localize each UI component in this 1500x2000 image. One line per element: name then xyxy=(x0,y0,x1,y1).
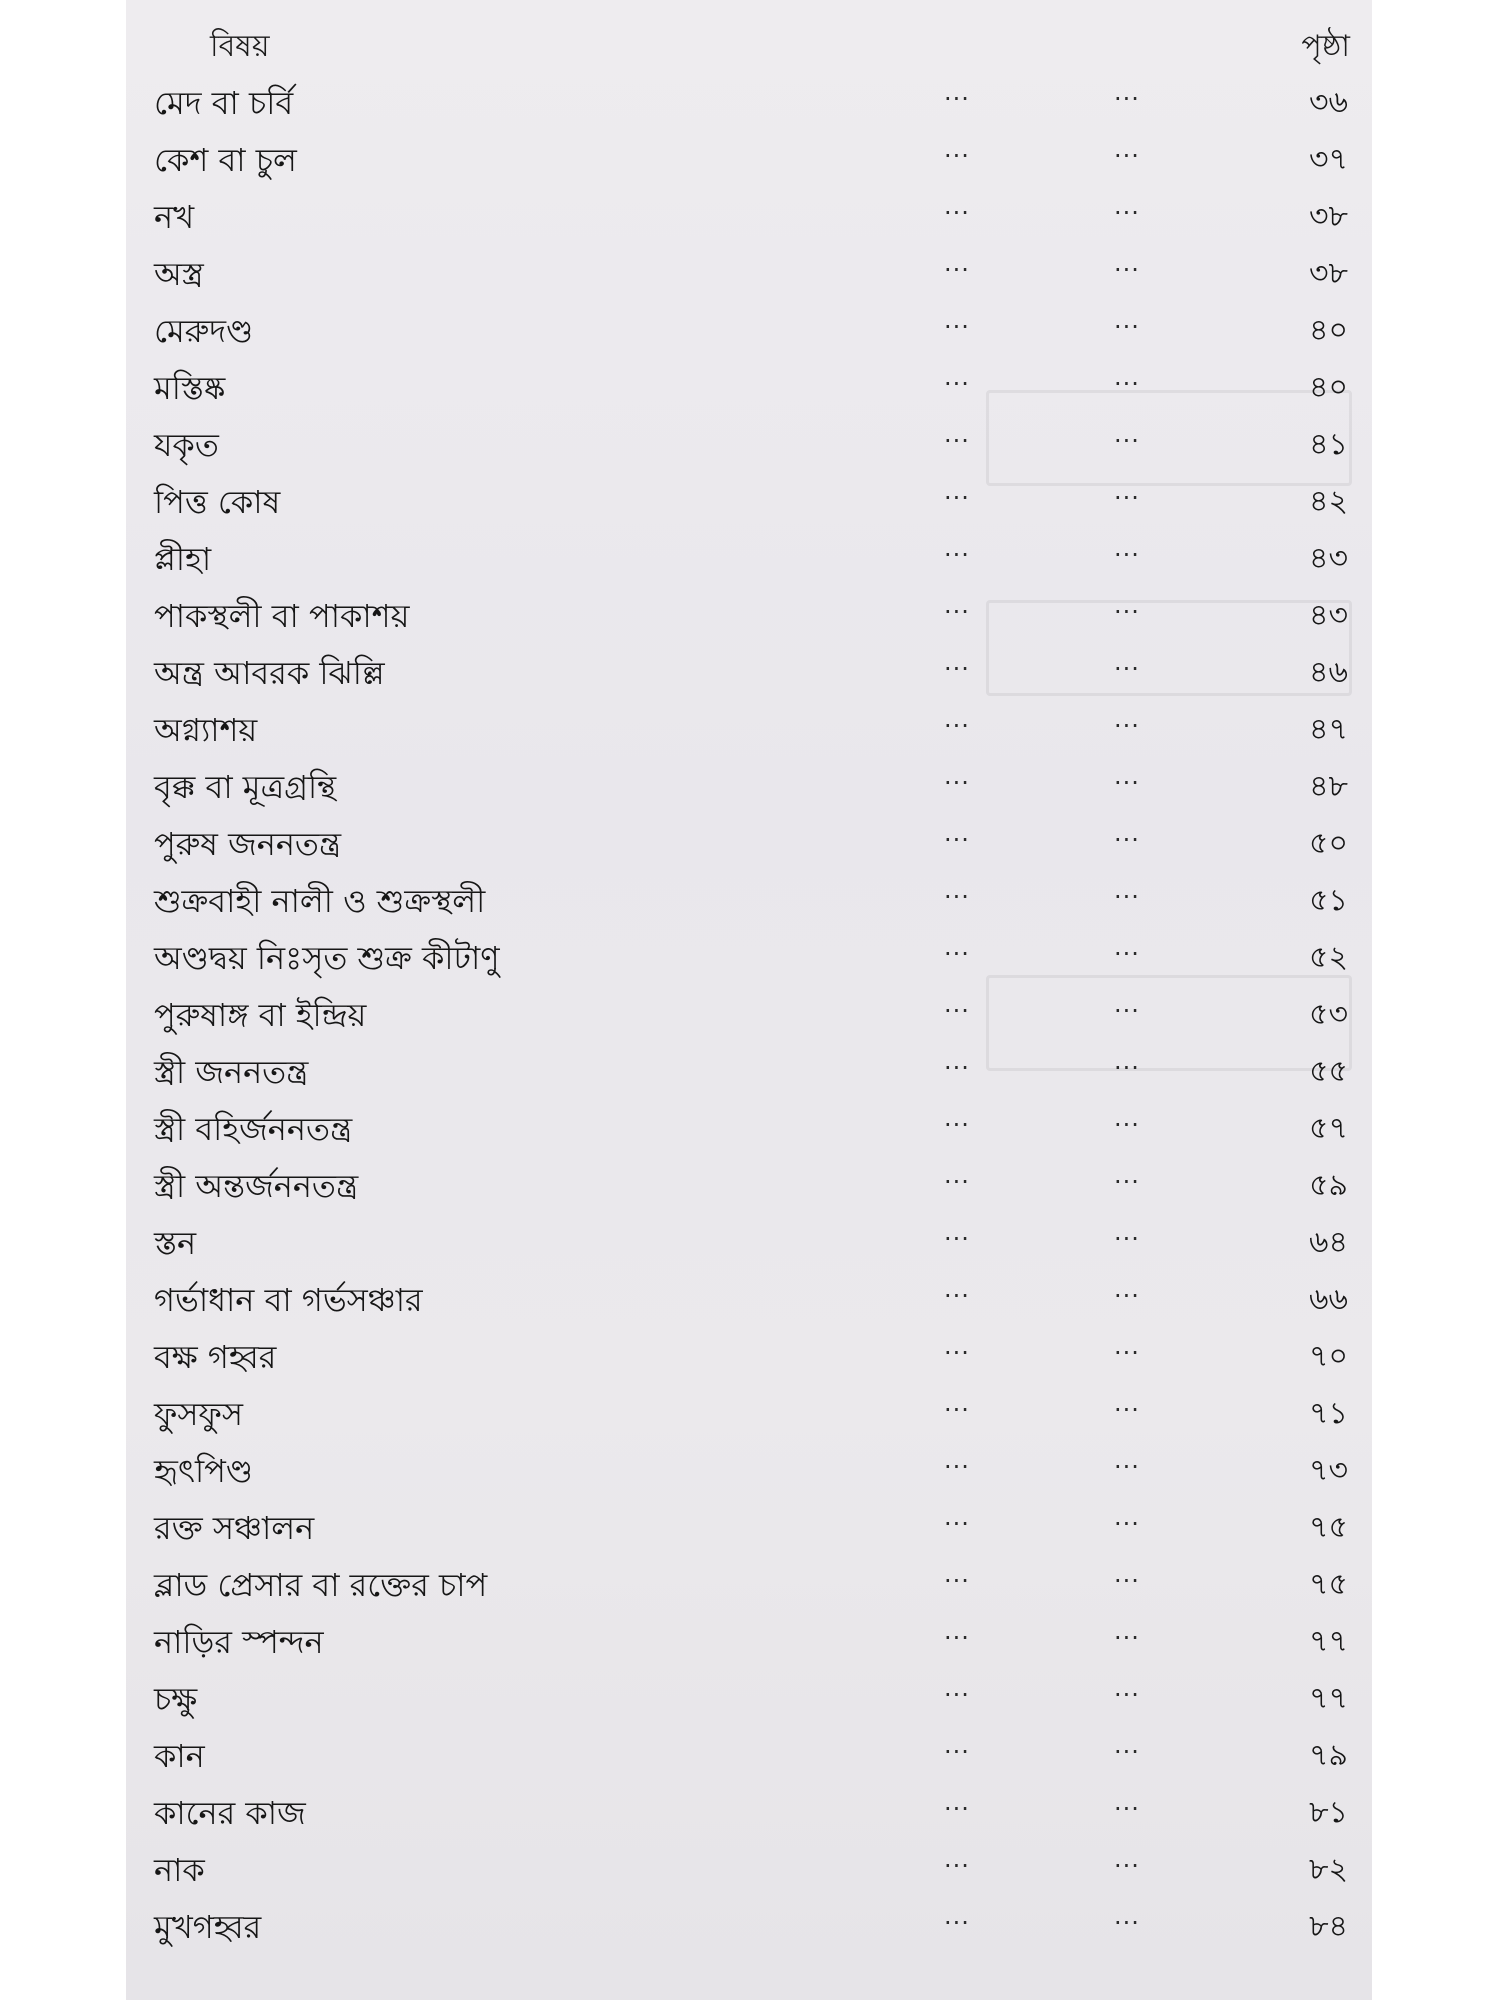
toc-row xyxy=(126,1442,1372,1499)
toc-entry-page: ৩৬ xyxy=(1308,85,1348,120)
toc-row xyxy=(126,1043,1372,1100)
toc-entry-page: ৬৪ xyxy=(1309,1225,1348,1260)
leader-dots: ... xyxy=(944,363,970,391)
toc-row xyxy=(126,1328,1372,1385)
leader-dots: ... xyxy=(1114,1902,1140,1930)
leader-dots: ... xyxy=(1114,1674,1140,1702)
leader-dots: ... xyxy=(1114,705,1140,733)
leader-dots: ... xyxy=(1114,249,1140,277)
toc-row xyxy=(126,1157,1372,1214)
toc-row xyxy=(126,359,1372,416)
toc-entry-page: ৮৪ xyxy=(1309,1909,1348,1944)
page-column-heading: পৃষ্ঠা xyxy=(1301,29,1350,64)
toc-entry-title: হৃৎপিণ্ড xyxy=(154,1452,254,1490)
leader-dots: ... xyxy=(1114,819,1140,847)
leader-dots: ... xyxy=(944,1047,970,1075)
toc-row xyxy=(126,473,1372,530)
toc-entry-page: ৪৬ xyxy=(1309,655,1348,690)
toc-entry-title: ব্লাড প্রেসার বা রক্তের চাপ xyxy=(154,1566,488,1604)
toc-entry-page: ৪০ xyxy=(1309,313,1348,348)
leader-dots: ... xyxy=(944,591,970,619)
leader-dots: ... xyxy=(1114,1503,1140,1531)
toc-row xyxy=(126,929,1372,986)
toc-entry-page: ৫৩ xyxy=(1309,997,1348,1032)
toc-entry-page: ৫৭ xyxy=(1309,1111,1348,1146)
toc-entry-page: ৪৩ xyxy=(1309,541,1348,576)
leader-dots: ... xyxy=(944,990,970,1018)
leader-dots: ... xyxy=(944,1788,970,1816)
toc-entry-title: কান xyxy=(154,1737,205,1775)
leader-dots: ... xyxy=(1114,420,1140,448)
toc-row xyxy=(126,701,1372,758)
toc-row xyxy=(126,1784,1372,1841)
toc-entry-title: শুক্রবাহী নালী ও শুক্রস্থলী xyxy=(154,882,486,920)
leader-dots: ... xyxy=(1114,1560,1140,1588)
toc-header xyxy=(126,22,1372,72)
leader-dots: ... xyxy=(1114,1332,1140,1360)
toc-row xyxy=(126,815,1372,872)
toc-entry-page: ৫৫ xyxy=(1309,1054,1348,1089)
leader-dots: ... xyxy=(1114,1275,1140,1303)
toc-entry-title: প্লীহা xyxy=(154,540,212,578)
leader-dots: ... xyxy=(1114,192,1140,220)
leader-dots: ... xyxy=(944,819,970,847)
toc-row xyxy=(126,302,1372,359)
leader-dots: ... xyxy=(944,876,970,904)
leader-dots: ... xyxy=(1114,1389,1140,1417)
toc-entry-title: ফুসফুস xyxy=(154,1395,244,1433)
toc-row xyxy=(126,530,1372,587)
leader-dots: ... xyxy=(944,1104,970,1132)
toc-entry-page: ৩৮ xyxy=(1309,256,1348,291)
leader-dots: ... xyxy=(944,1731,970,1759)
toc-entry-title: বক্ষ গহ্বর xyxy=(154,1338,277,1376)
subject-column-heading: বিষয় xyxy=(210,29,270,64)
leader-dots: ... xyxy=(944,534,970,562)
toc-entry-page: ৫১ xyxy=(1309,883,1348,918)
book-page xyxy=(126,0,1372,2000)
leader-dots: ... xyxy=(944,135,970,163)
leader-dots: ... xyxy=(944,1332,970,1360)
toc-row xyxy=(126,872,1372,929)
toc-row xyxy=(126,74,1372,131)
leader-dots: ... xyxy=(1114,1731,1140,1759)
toc-entry-title: পাকস্থলী বা পাকাশয় xyxy=(154,597,410,635)
toc-row xyxy=(126,1613,1372,1670)
toc-entry-title: অণ্ডদ্বয় নিঃসৃত শুক্র কীটাণু xyxy=(154,939,500,977)
leader-dots: ... xyxy=(1114,1617,1140,1645)
toc-row xyxy=(126,986,1372,1043)
toc-entry-title: মেদ বা চর্বি xyxy=(154,84,294,122)
toc-row xyxy=(126,1556,1372,1613)
toc-entry-title: স্ত্রী জননতন্ত্র xyxy=(154,1053,309,1091)
toc-entry-page: ৭৫ xyxy=(1309,1567,1348,1602)
leader-dots: ... xyxy=(1114,990,1140,1018)
toc-entry-title: কানের কাজ xyxy=(154,1794,306,1832)
leader-dots: ... xyxy=(1114,591,1140,619)
toc-entry-page: ৭১ xyxy=(1309,1396,1348,1431)
toc-entry-title: যকৃত xyxy=(154,426,219,464)
toc-row xyxy=(126,1499,1372,1556)
toc-entry-page: ৮১ xyxy=(1309,1795,1348,1830)
toc-entry-title: স্ত্রী বহির্জননতন্ত্র xyxy=(154,1110,353,1148)
leader-dots: ... xyxy=(1114,1104,1140,1132)
leader-dots: ... xyxy=(944,420,970,448)
toc-entry-title: অন্ত্র আবরক ঝিল্লি xyxy=(154,654,385,692)
toc-entry-title: চক্ষু xyxy=(154,1680,198,1718)
toc-entry-title: রক্ত সঞ্চালন xyxy=(154,1509,315,1547)
leader-dots: ... xyxy=(944,1446,970,1474)
toc-entry-page: ৫৯ xyxy=(1309,1168,1348,1203)
toc-entry-title: বৃক্ক বা মূত্রগ্রন্থি xyxy=(154,768,337,806)
leader-dots: ... xyxy=(944,705,970,733)
toc-entry-title: স্তন xyxy=(154,1224,197,1262)
leader-dots: ... xyxy=(1114,933,1140,961)
toc-row xyxy=(126,758,1372,815)
leader-dots: ... xyxy=(1114,78,1140,106)
toc-entry-page: ৭০ xyxy=(1308,1339,1348,1374)
leader-dots: ... xyxy=(1114,1047,1140,1075)
leader-dots: ... xyxy=(944,648,970,676)
leader-dots: ... xyxy=(1114,1161,1140,1189)
toc-entry-title: মুখগহ্বর xyxy=(154,1908,262,1946)
toc-entries xyxy=(126,74,1372,1955)
leader-dots: ... xyxy=(1114,1218,1140,1246)
leader-dots: ... xyxy=(944,1560,970,1588)
toc-row xyxy=(126,1100,1372,1157)
toc-entry-title: পুরুষাঙ্গ বা ইন্দ্রিয় xyxy=(154,996,367,1034)
leader-dots: ... xyxy=(944,1902,970,1930)
toc-entry-page: ৭৭ xyxy=(1308,1681,1348,1716)
toc-entry-page: ৪২ xyxy=(1309,484,1348,519)
toc-entry-page: ৭৯ xyxy=(1309,1738,1348,1773)
leader-dots: ... xyxy=(944,78,970,106)
toc-entry-title: নাক xyxy=(154,1851,205,1889)
toc-entry-title: মেরুদণ্ড xyxy=(154,312,254,350)
toc-entry-title: অগ্ন্যাশয় xyxy=(154,711,258,749)
leader-dots: ... xyxy=(944,933,970,961)
leader-dots: ... xyxy=(1114,135,1140,163)
leader-dots: ... xyxy=(1114,1788,1140,1816)
toc-entry-page: ৪১ xyxy=(1309,427,1348,462)
toc-entry-page: ৮২ xyxy=(1309,1852,1348,1887)
toc-row xyxy=(126,587,1372,644)
toc-entry-title: গর্ভাধান বা গর্ভসঞ্চার xyxy=(154,1281,423,1319)
leader-dots: ... xyxy=(944,306,970,334)
toc-row xyxy=(126,245,1372,302)
toc-row xyxy=(126,1898,1372,1955)
leader-dots: ... xyxy=(944,1845,970,1873)
toc-entry-title: অস্ত্র xyxy=(154,255,204,293)
toc-entry-page: ৭৩ xyxy=(1308,1453,1348,1488)
toc-row xyxy=(126,131,1372,188)
leader-dots: ... xyxy=(1114,876,1140,904)
leader-dots: ... xyxy=(1114,1446,1140,1474)
leader-dots: ... xyxy=(944,1161,970,1189)
toc-row xyxy=(126,1385,1372,1442)
leader-dots: ... xyxy=(1114,762,1140,790)
leader-dots: ... xyxy=(1114,306,1140,334)
leader-dots: ... xyxy=(1114,648,1140,676)
leader-dots: ... xyxy=(944,1617,970,1645)
toc-row xyxy=(126,1727,1372,1784)
toc-entry-page: ৭৫ xyxy=(1309,1510,1348,1545)
toc-entry-page: ৪৭ xyxy=(1309,712,1348,747)
leader-dots: ... xyxy=(1114,363,1140,391)
toc-entry-page: ৭৭ xyxy=(1308,1624,1348,1659)
toc-entry-page: ৪৮ xyxy=(1309,769,1348,804)
toc-entry-title: পিত্ত কোষ xyxy=(154,483,281,521)
toc-entry-page: ৫২ xyxy=(1309,940,1348,975)
toc-row xyxy=(126,1271,1372,1328)
leader-dots: ... xyxy=(944,1218,970,1246)
leader-dots: ... xyxy=(1114,1845,1140,1873)
toc-entry-page: ৩৭ xyxy=(1308,142,1348,177)
leader-dots: ... xyxy=(944,192,970,220)
leader-dots: ... xyxy=(944,762,970,790)
toc-row xyxy=(126,188,1372,245)
leader-dots: ... xyxy=(944,477,970,505)
toc-entry-page: ৩৮ xyxy=(1309,199,1348,234)
toc-entry-title: মস্তিষ্ক xyxy=(154,369,226,407)
leader-dots: ... xyxy=(944,1503,970,1531)
toc-row xyxy=(126,1841,1372,1898)
leader-dots: ... xyxy=(944,1389,970,1417)
leader-dots: ... xyxy=(944,1275,970,1303)
leader-dots: ... xyxy=(1114,534,1140,562)
leader-dots: ... xyxy=(1114,477,1140,505)
toc-entry-title: স্ত্রী অন্তর্জননতন্ত্র xyxy=(154,1167,359,1205)
toc-entry-page: ৫০ xyxy=(1309,826,1348,861)
toc-entry-title: নখ xyxy=(154,198,195,236)
toc-entry-title: নাড়ির স্পন্দন xyxy=(154,1623,324,1661)
toc-entry-title: কেশ বা চুল xyxy=(154,141,297,179)
leader-dots: ... xyxy=(944,249,970,277)
toc-row xyxy=(126,416,1372,473)
toc-entry-page: ৪৩ xyxy=(1309,598,1348,633)
leader-dots: ... xyxy=(944,1674,970,1702)
toc-entry-page: ৬৬ xyxy=(1308,1282,1348,1317)
toc-entry-title: পুরুষ জননতন্ত্র xyxy=(154,825,342,863)
toc-row xyxy=(126,1670,1372,1727)
toc-row xyxy=(126,644,1372,701)
toc-row xyxy=(126,1214,1372,1271)
toc-entry-page: ৪০ xyxy=(1309,370,1348,405)
